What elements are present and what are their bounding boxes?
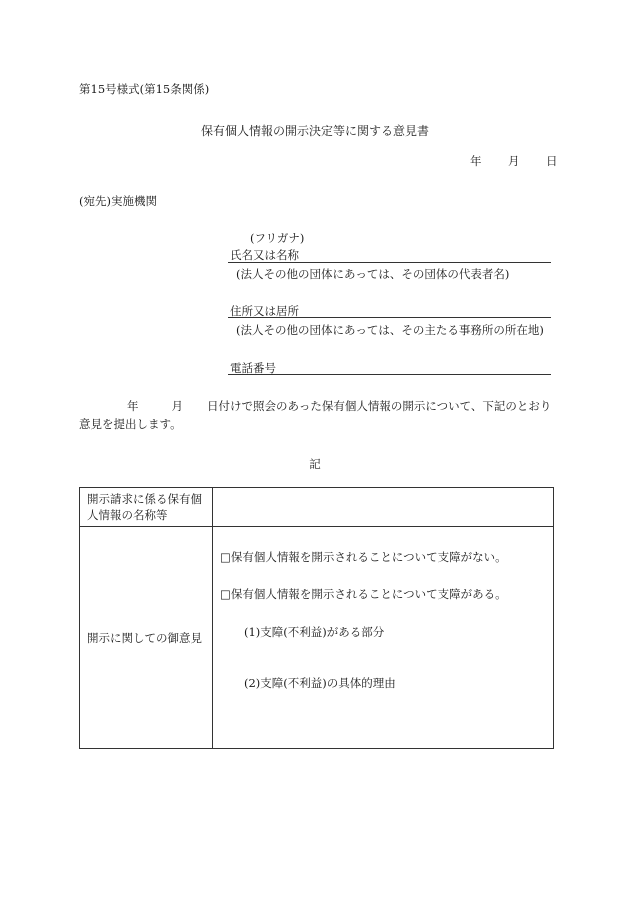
furigana-label: (フリガナ) [250,231,305,245]
issue-reason-label: (2)支障(不利益)の具体的理由 [244,676,396,690]
body-month-label: 月 [171,399,183,413]
phone-field-line[interactable] [228,374,551,375]
address-note: (法人その他の団体にあっては、その主たる事務所の所在地) [236,323,544,337]
body-text-line2: 意見を提出します。 [79,417,182,431]
opinion-label: 開示に関しての御意見 [80,527,213,749]
document-title: 保有個人情報の開示決定等に関する意見書 [200,124,429,138]
ki-heading: 記 [309,457,321,471]
address-field-line[interactable] [228,317,551,318]
body-text-rest: 日付けで照会のあった保有個人情報の開示について、下記のとおり [207,399,552,413]
phone-label: 電話番号 [230,361,276,375]
date-day-label: 日 [546,154,558,168]
body-year-label: 年 [127,399,139,413]
address-label: 住所又は居所 [230,304,299,318]
name-note: (法人その他の団体にあっては、その団体の代表者名) [236,267,510,281]
body-text-line1 [127,398,551,414]
date-year-label: 年 [470,154,482,168]
info-name-field[interactable] [213,488,554,527]
table-row [80,527,554,749]
info-name-label: 開示請求に係る保有個人情報の名称等 [80,488,213,527]
date-month-label: 月 [508,154,520,168]
opinion-options-cell [213,527,554,749]
option-issue[interactable]: □保有個人情報を開示されることについて支障がある。 [220,587,507,601]
opinion-table [79,487,554,749]
name-label: 氏名又は名称 [230,248,299,262]
addressee: (宛先)実施機関 [79,194,157,208]
option-no-issue[interactable]: □保有個人情報を開示されることについて支障がない。 [220,550,507,564]
table-row [80,488,554,527]
date-line [470,153,558,169]
issue-part-label: (1)支障(不利益)がある部分 [244,625,385,639]
form-number: 第15号様式(第15条関係) [79,82,210,96]
name-field-line[interactable] [228,262,551,263]
